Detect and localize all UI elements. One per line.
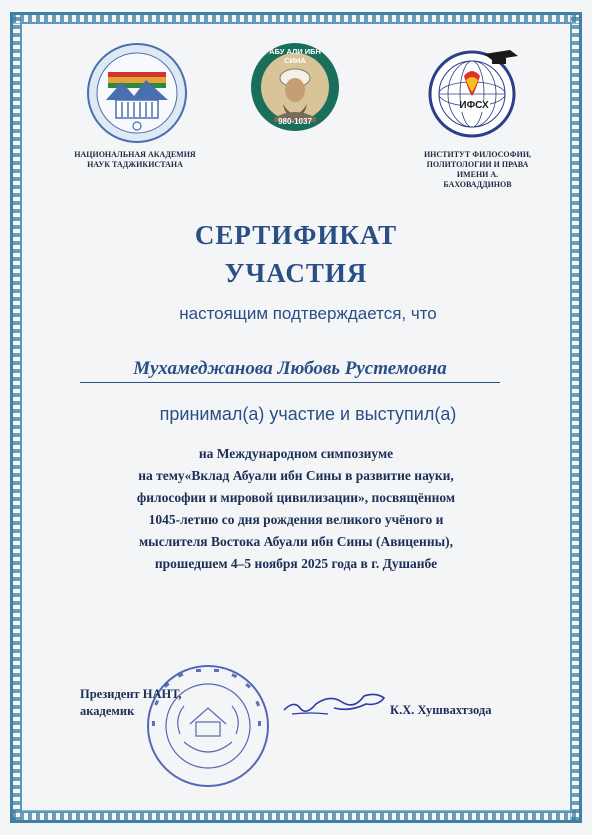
avicenna-years: 980-1037 (278, 117, 312, 126)
body-line-2: на тему«Вклад Абуали ибн Сины в развитие науки, (138, 468, 454, 483)
body-line-6: прошедшем 4–5 ноября 2025 года в г. Душанбе (154, 556, 438, 571)
certificate-title: СЕРТИФИКАТ (194, 220, 398, 250)
signer-title: Президент НАНТ, академик (80, 687, 182, 718)
academy-logo-icon (86, 42, 188, 144)
confirm-text: настоящим подтверждается, что (179, 304, 437, 323)
official-stamp-icon (144, 662, 272, 790)
body-line-3: философии и мировой цивилизации», посвящённом (136, 490, 456, 505)
institute-caption: ИНСТИТУТ ФИЛОСОФИИ, ПОЛИТОЛОГИИ И ПРАВА ИМЕНИ А. БАХОВАДДИНОВ (423, 150, 532, 189)
body-line-5: мыслителя Востока Абуали ибн Сины (Авиценны), (138, 534, 454, 549)
institute-badge: ИФСХ (459, 100, 489, 111)
signer-name: К.Х. Хушвахтзода (390, 703, 492, 717)
recipient-name: Мухамеджанова Любовь Рустемовна (80, 358, 500, 383)
participation-text: принимал(а) участие и выступил(а) (159, 404, 457, 424)
institute-logo-icon (426, 46, 522, 138)
academy-caption: НАЦИОНАЛЬНАЯ АКАДЕМИЯ НАУК ТАДЖИКИСТАНА (74, 150, 196, 169)
body-line-4: 1045-летию со дня рождения великого учёного и (148, 512, 444, 527)
avicenna-arc-text: АБУ АЛИ ИБН СИНА (269, 47, 321, 65)
certificate-subtitle: УЧАСТИЯ (224, 258, 368, 288)
signature-scribble-icon (280, 682, 390, 722)
body-line-1: на Международном симпозиуме (198, 446, 394, 461)
